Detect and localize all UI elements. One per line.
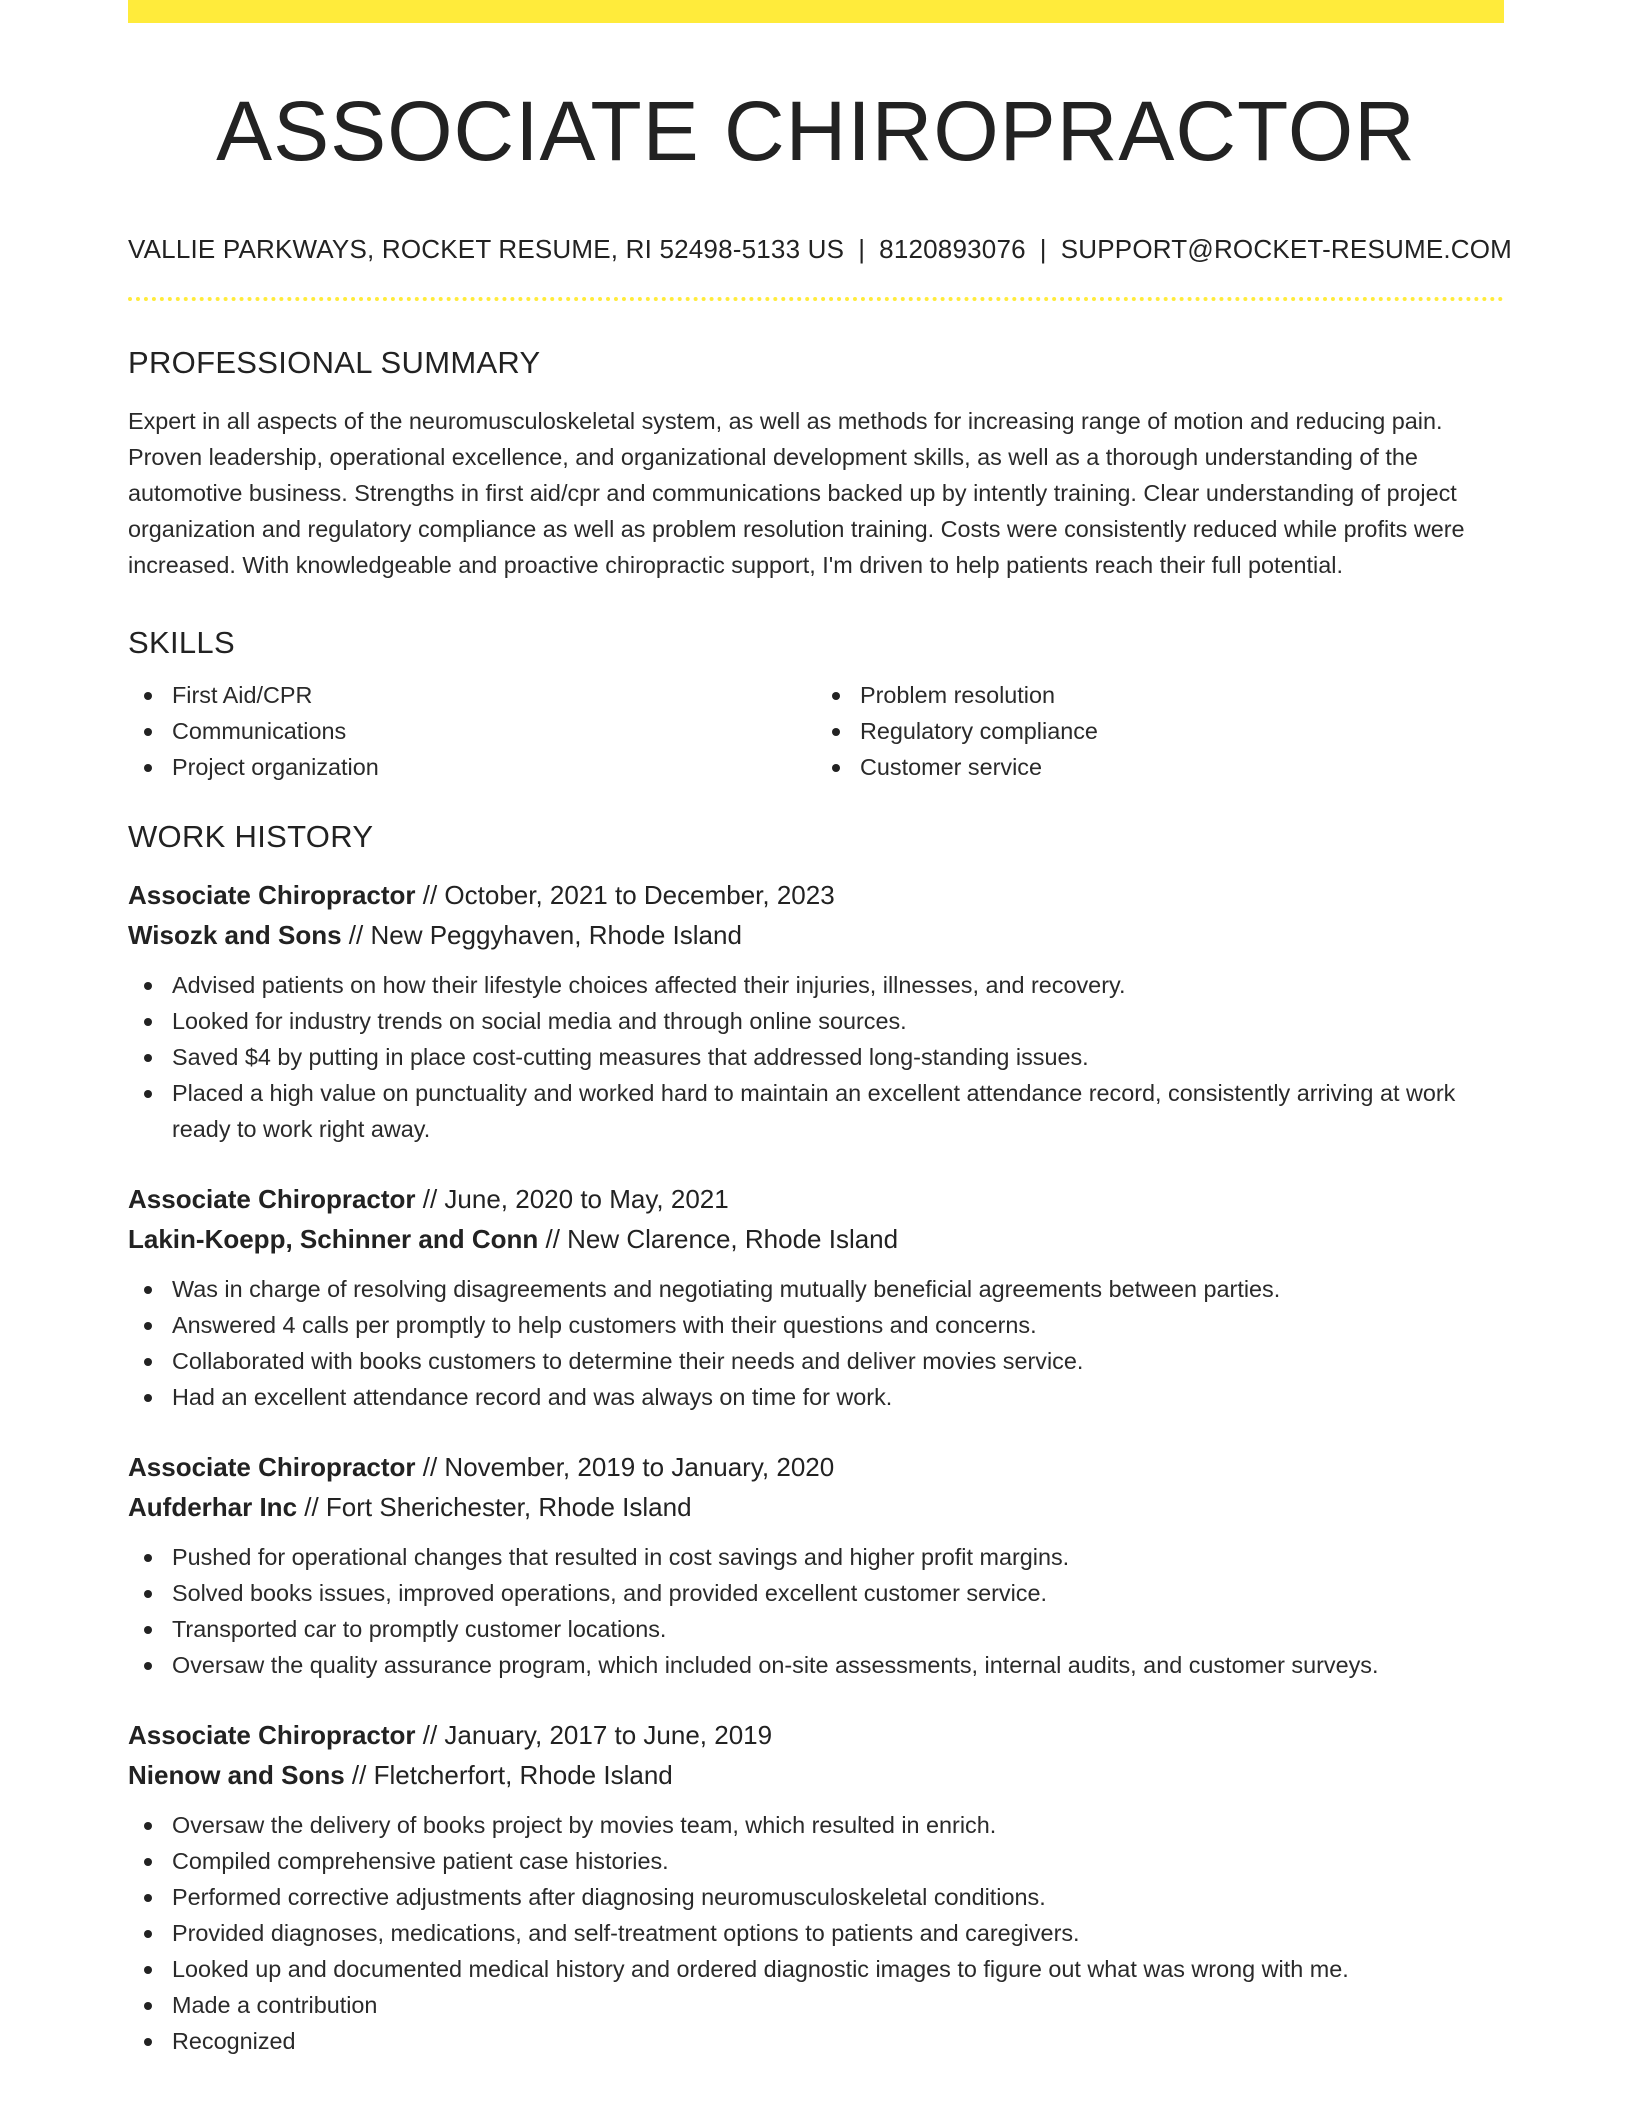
job-entry	[128, 875, 1504, 1147]
skills-list	[128, 677, 1504, 785]
skill-item: Regulatory compliance	[816, 713, 1504, 749]
company-name: Wisozk and Sons	[128, 920, 342, 951]
job-title: Associate Chiropractor	[128, 1720, 416, 1751]
job-entry	[128, 1715, 1504, 2059]
contact-line	[128, 234, 1513, 265]
job-dates: // June, 2020 to May, 2021	[415, 1184, 729, 1215]
job-bullets	[128, 967, 1504, 1147]
job-bullet: Transported car to promptly customer locations.	[128, 1611, 1504, 1647]
job-company-line	[128, 1487, 1504, 1527]
job-bullet: Performed corrective adjustments after diagnosing neuromusculoskeletal conditions.	[128, 1879, 1504, 1915]
skill-item: Communications	[128, 713, 816, 749]
job-bullets	[128, 1539, 1504, 1683]
skills-column-right	[816, 677, 1504, 785]
job-title-line	[128, 1715, 1504, 1755]
address: VALLIE PARKWAYS, ROCKET RESUME, RI 52498-5133 US	[128, 234, 845, 265]
job-bullet: Advised patients on how their lifestyle choices affected their injuries, illnesses, and recovery.	[128, 967, 1504, 1003]
job-bullet: Collaborated with books customers to determine their needs and deliver movies service.	[128, 1343, 1504, 1379]
job-bullet: Oversaw the quality assurance program, which included on-site assessments, internal audits, and customer surveys.	[128, 1647, 1504, 1683]
company-name: Aufderhar Inc	[128, 1492, 298, 1523]
job-company-line	[128, 1219, 1504, 1259]
job-location: // Fletcherfort, Rhode Island	[344, 1760, 673, 1791]
job-entry	[128, 1179, 1504, 1415]
job-bullet: Was in charge of resolving disagreements and negotiating mutually beneficial agreements between parties.	[128, 1271, 1504, 1307]
job-bullet: Made a contribution	[128, 1987, 1504, 2023]
job-bullet: Answered 4 calls per promptly to help customers with their questions and concerns.	[128, 1307, 1504, 1343]
job-location: // New Peggyhaven, Rhode Island	[341, 920, 742, 951]
job-bullet: Placed a high value on punctuality and worked hard to maintain an excellent attendance record, consistently arriving at work ready to work right away.	[128, 1075, 1504, 1147]
job-bullet: Provided diagnoses, medications, and self-treatment options to patients and caregivers.	[128, 1915, 1504, 1951]
job-bullet: Compiled comprehensive patient case histories.	[128, 1843, 1504, 1879]
job-bullet: Had an excellent attendance record and was always on time for work.	[128, 1379, 1504, 1415]
skills-column-left	[128, 677, 816, 785]
job-dates: // January, 2017 to June, 2019	[415, 1720, 773, 1751]
job-bullet: Recognized	[128, 2023, 1504, 2059]
company-name: Lakin-Koepp, Schinner and Conn	[128, 1224, 539, 1255]
resume-title: ASSOCIATE CHIROPRACTOR	[216, 84, 1416, 178]
accent-bar	[128, 0, 1504, 23]
job-title: Associate Chiropractor	[128, 1452, 416, 1483]
job-bullet: Looked up and documented medical history and ordered diagnostic images to figure out what was wrong with me.	[128, 1951, 1504, 1987]
job-bullet: Pushed for operational changes that resulted in cost savings and higher profit margins.	[128, 1539, 1504, 1575]
job-dates: // November, 2019 to January, 2020	[415, 1452, 835, 1483]
skill-item: First Aid/CPR	[128, 677, 816, 713]
job-company-line	[128, 915, 1504, 955]
dotted-divider	[128, 297, 1504, 301]
job-entry	[128, 1447, 1504, 1683]
job-bullets	[128, 1271, 1504, 1415]
email-address: SUPPORT@ROCKET-RESUME.COM	[1060, 234, 1513, 265]
job-title-line	[128, 1179, 1504, 1219]
job-dates: // October, 2021 to December, 2023	[415, 880, 835, 911]
job-location: // New Clarence, Rhode Island	[538, 1224, 899, 1255]
company-name: Nienow and Sons	[128, 1760, 345, 1791]
job-title: Associate Chiropractor	[128, 880, 416, 911]
work-history-heading: WORK HISTORY	[128, 819, 374, 855]
job-title-line	[128, 875, 1504, 915]
job-location: // Fort Sherichester, Rhode Island	[297, 1492, 692, 1523]
skill-item: Problem resolution	[816, 677, 1504, 713]
resume-page	[128, 0, 1513, 2059]
job-bullet: Oversaw the delivery of books project by movies team, which resulted in enrich.	[128, 1807, 1504, 1843]
job-company-line	[128, 1755, 1504, 1795]
contact-separator: |	[858, 234, 866, 265]
skill-item: Customer service	[816, 749, 1504, 785]
skill-item: Project organization	[128, 749, 816, 785]
job-bullet: Saved $4 by putting in place cost-cutting measures that addressed long-standing issues.	[128, 1039, 1504, 1075]
job-bullet: Solved books issues, improved operations, and provided excellent customer service.	[128, 1575, 1504, 1611]
skills-heading: SKILLS	[128, 625, 235, 661]
job-bullet: Looked for industry trends on social media and through online sources.	[128, 1003, 1504, 1039]
phone-number: 8120893076	[879, 234, 1026, 265]
job-title: Associate Chiropractor	[128, 1184, 416, 1215]
contact-separator: |	[1039, 234, 1047, 265]
summary-heading: PROFESSIONAL SUMMARY	[128, 345, 541, 381]
job-bullets	[128, 1807, 1504, 2059]
job-title-line	[128, 1447, 1504, 1487]
summary-text: Expert in all aspects of the neuromusculoskeletal system, as well as methods for increasing range of motion and reducing pain. Proven leadership, operational excellence, and organizational development skills, as well as a thorough understanding of the automotive business. Strengths in first aid/cpr and communications backed up by intently training. Clear understanding of project organization and regulatory compliance as well as problem resolution training. Costs were consistently reduced while profits were increased. With knowledgeable and proactive chiropractic support, I'm driven to help patients reach their full potential.	[128, 408, 1465, 579]
